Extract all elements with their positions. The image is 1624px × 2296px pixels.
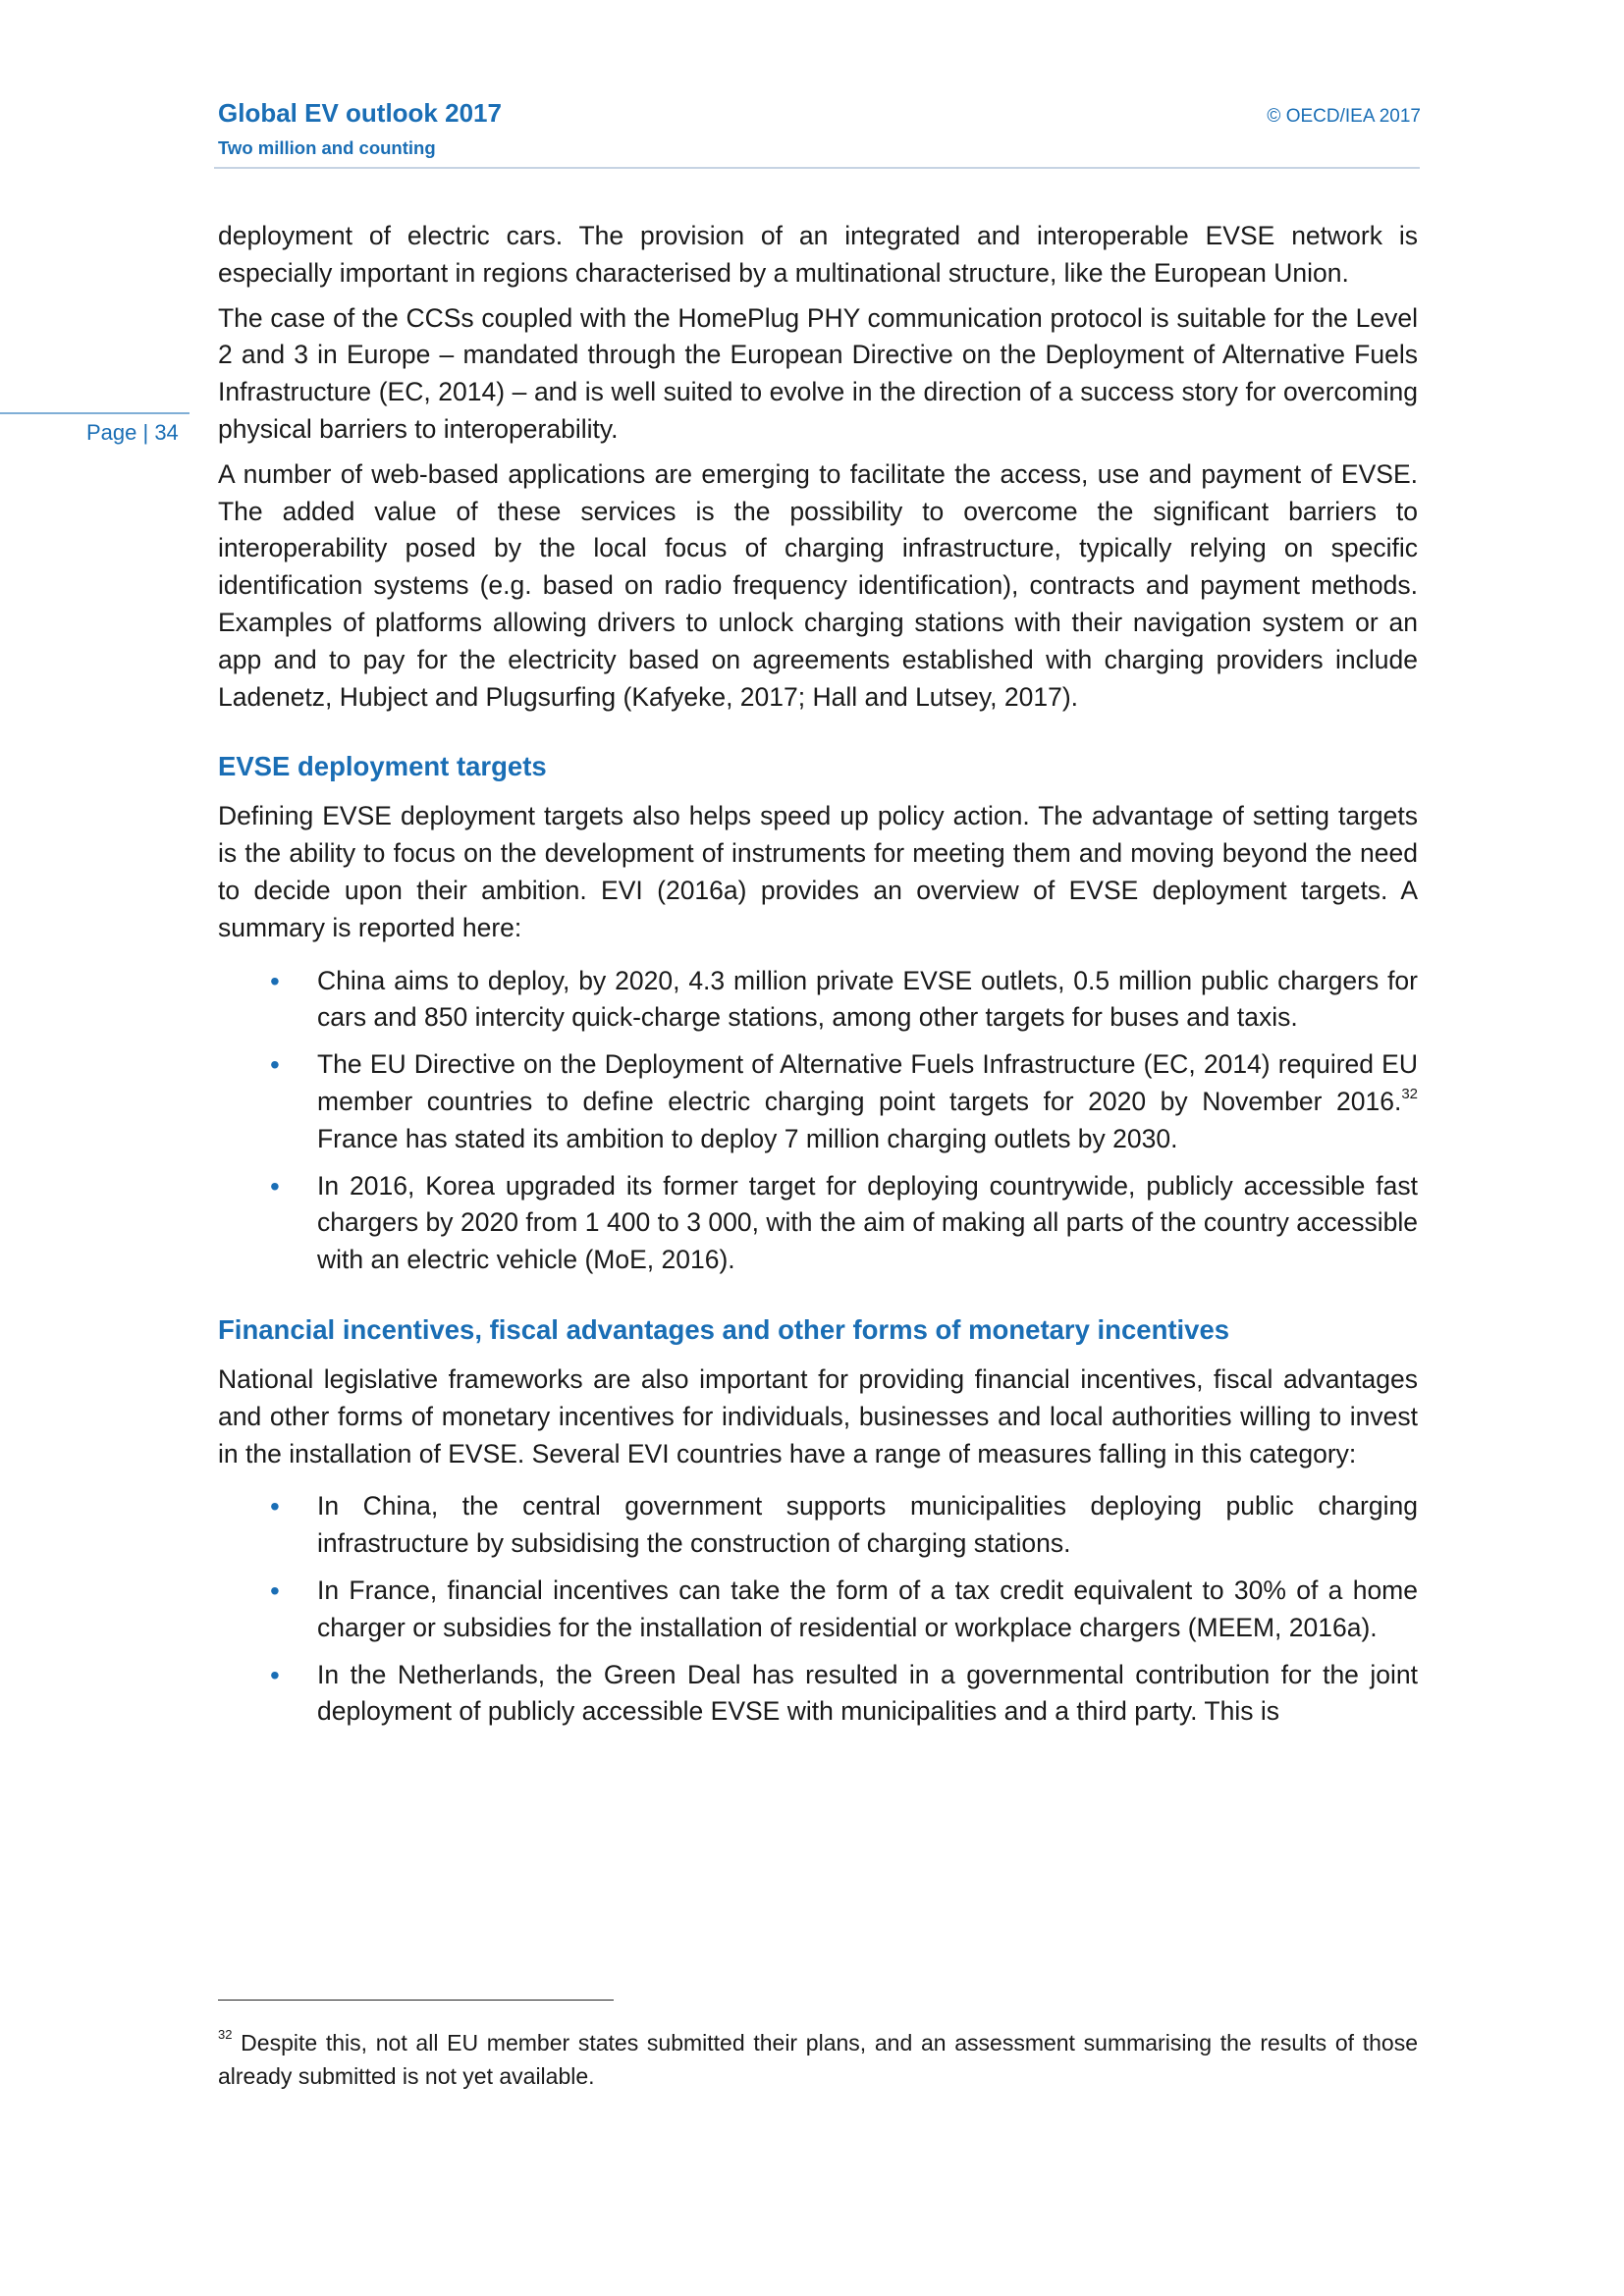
footnote-divider: [218, 2000, 614, 2001]
footnote-text: Despite this, not all EU member states submitted their plans, and an assessment summarising the results of those already submitted is not yet available.: [218, 2030, 1418, 2089]
list-item: [218, 1573, 1418, 1647]
paragraph-financial-incentives-intro: National legislative frameworks are also important for providing financial incentives, fiscal advantages and other forms of monetary incentives for individuals, businesses and local authorities willing to invest in the installation of EVSE. Several EVI countries have a range of measures falling in this category:: [218, 1363, 1418, 1468]
document-subtitle: Two million and counting: [218, 137, 436, 158]
header-divider: [214, 167, 1420, 169]
list-item-text: In the Netherlands, the Green Deal has resulted in a governmental contribution for the joint deployment of publicly accessible EVSE with municipalities and a third party. This is: [317, 1659, 1418, 1727]
bullet-icon: •: [270, 1491, 280, 1522]
copyright-notice: © OECD/IEA 2017: [1267, 106, 1421, 127]
paragraph-ccs-homeplug: The case of the CCSs coupled with the HomePlug PHY communication protocol is suitable for the Level 2 and 3 in Europe – mandated through the European Directive on the Deployment of Alternative Fuels Infrastructure (EC, 2014) – and is well suited to evolve in the direction of a success story for overcoming physical barriers to interoperability.: [218, 302, 1418, 444]
list-item-text: The EU Directive on the Deployment of Alternative Fuels Infrastructure (EC, 2014) required EU member countries to define electric charging point targets for 2020 by November 2016.: [317, 1049, 1418, 1116]
paragraph-web-applications: A number of web-based applications are emerging to facilitate the access, use and payment of EVSE. The added value of these services is the possibility to overcome the significant barriers to interoperability posed by the local focus of charging infrastructure, typically relying on specific identification systems (e.g. based on radio frequency identification), contracts and payment methods. Examples of platforms allowing drivers to unlock charging stations with their navigation system or an app and to pay for the electricity based on agreements established with charging providers include Ladenetz, Hubject and Plugsurfing (Kafyeke, 2017; Hall and Lutsey, 2017).: [218, 458, 1418, 712]
footnote: [218, 2026, 1418, 2093]
list-item: [218, 1488, 1418, 1563]
section-heading-financial-incentives: Financial incentives, fiscal advantages and other forms of monetary incentives: [218, 1313, 1230, 1345]
paragraph-evse-targets-intro: Defining EVSE deployment targets also helps speed up policy action. The advantage of setting targets is the ability to focus on the development of instruments for meeting them and moving beyond the need to decide upon their ambition. EVI (2016a) provides an overview of EVSE deployment targets. A summary is reported here:: [218, 801, 1418, 942]
document-title: Global EV outlook 2017: [218, 98, 502, 128]
financial-incentives-list: [218, 1488, 1418, 1731]
list-item: [218, 1657, 1418, 1732]
bullet-icon: •: [270, 1170, 280, 1201]
bullet-icon: •: [270, 1575, 280, 1606]
body-content: [218, 218, 1418, 1740]
list-item-text-continued: France has stated its ambition to deploy 7 million charging outlets by 2030.: [317, 1123, 1178, 1153]
section-heading-evse-targets: EVSE deployment targets: [218, 751, 547, 782]
list-item-text: China aims to deploy, by 2020, 4.3 million private EVSE outlets, 0.5 million public chargers for cars and 850 intercity quick-charge stations, among other targets for buses and taxis.: [317, 965, 1418, 1033]
paragraph-interoperability-intro: deployment of electric cars. The provision of an integrated and interoperable EVSE network is especially important in regions characterised by a multinational structure, like the European Union.: [218, 221, 1418, 288]
list-item: [218, 1168, 1418, 1279]
bullet-icon: •: [270, 965, 280, 996]
list-item-text: In China, the central government supports municipalities deploying public charging infrastructure by subsidising the construction of charging stations.: [317, 1491, 1418, 1559]
bullet-icon: •: [270, 1659, 280, 1690]
page-number-divider: [0, 412, 189, 414]
page-number: Page | 34: [86, 420, 179, 445]
footnote-reference: 32: [1401, 1086, 1418, 1103]
footnote-number: 32: [218, 2027, 233, 2043]
evse-targets-list: [218, 963, 1418, 1279]
bullet-icon: •: [270, 1049, 280, 1081]
list-item-text: In 2016, Korea upgraded its former target for deploying countrywide, publicly accessible fast chargers by 2020 from 1 400 to 3 000, with the aim of making all parts of the country accessible with an electric vehicle (MoE, 2016).: [317, 1170, 1418, 1275]
list-item: [218, 1046, 1418, 1157]
list-item: [218, 963, 1418, 1038]
list-item-text: In France, financial incentives can take the form of a tax credit equivalent to 30% of a home charger or subsidies for the installation of residential or workplace chargers (MEEM, 2016a).: [317, 1575, 1418, 1642]
